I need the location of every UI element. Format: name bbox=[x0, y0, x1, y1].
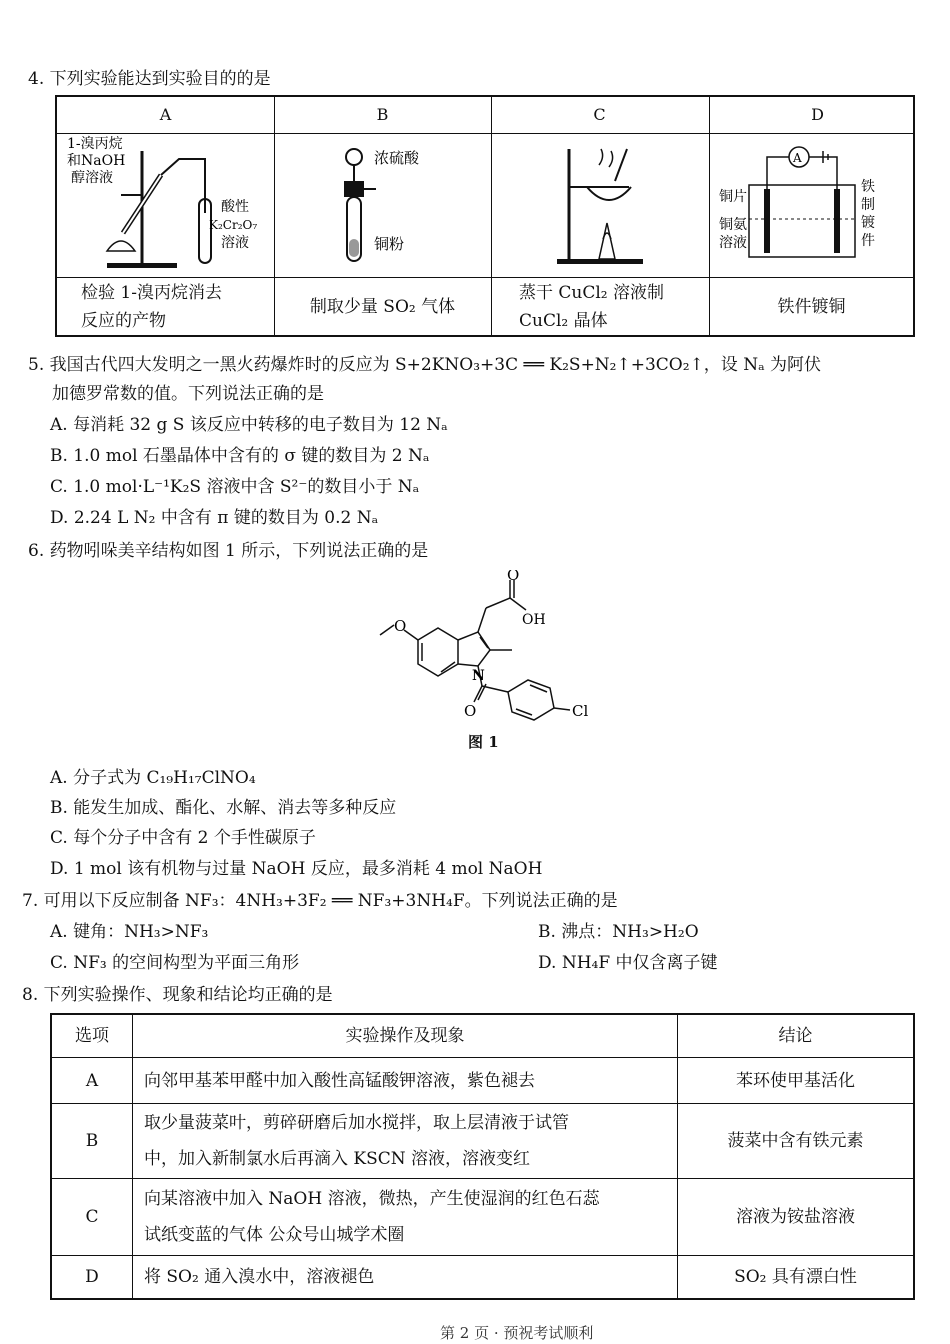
q7-option-b: B. 沸点：NH₃>H₂O bbox=[538, 922, 699, 942]
struct-label-oh: OH bbox=[522, 612, 546, 628]
q8-row-a-conclusion: 苯环使甲基活化 bbox=[736, 1070, 855, 1091]
q4-caption-c bbox=[519, 279, 664, 335]
q6-option-c: C. 每个分子中含有 2 个手性碳原子 bbox=[50, 828, 316, 848]
q8-row-b-option: B bbox=[85, 1131, 99, 1151]
q5-option-c: C. 1.0 mol·L⁻¹K₂S 溶液中含 S²⁻的数目小于 Nₐ bbox=[50, 477, 420, 497]
q8-row-a-option: A bbox=[85, 1070, 99, 1091]
apparatus-d-label-2: 铜氨 bbox=[719, 217, 747, 233]
q4-header-d: D bbox=[811, 105, 824, 124]
q5-option-d: D. 2.24 L N₂ 中含有 π 键的数目为 0.2 Nₐ bbox=[50, 508, 379, 528]
page-footer: 第 2 页 · 预祝考试顺利 bbox=[440, 1324, 594, 1342]
q4-stem: 4. 下列实验能达到实验目的的是 bbox=[28, 69, 271, 89]
q4-header-c: C bbox=[593, 105, 606, 124]
struct-label-n: N bbox=[472, 668, 485, 684]
q4-caption-c-line2: CuCl₂ 晶体 bbox=[519, 311, 608, 331]
struct-label-carbonyl-o: O bbox=[507, 570, 520, 584]
q5-option-b: B. 1.0 mol 石墨晶体中含有的 σ 键的数目为 2 Nₐ bbox=[50, 446, 430, 466]
apparatus-d-label-4: 铁 bbox=[861, 179, 875, 195]
apparatus-d-diagram bbox=[709, 135, 915, 275]
apparatus-d-label-1: 铜片 bbox=[719, 189, 747, 205]
q4-header-b: B bbox=[376, 105, 389, 124]
q8-row-d-conclusion: SO₂ 具有漂白性 bbox=[734, 1267, 857, 1287]
struct-label-methoxy-o: O bbox=[394, 617, 407, 635]
q8-row-c-operation bbox=[144, 1179, 674, 1255]
apparatus-b-label-1: 浓硫酸 bbox=[374, 149, 420, 167]
apparatus-a-label-3: 醇溶液 bbox=[71, 170, 113, 186]
q8-row-c-option: C bbox=[85, 1207, 99, 1227]
q6-option-d: D. 1 mol 该有机物与过量 NaOH 反应，最多消耗 4 mol NaOH bbox=[50, 859, 543, 879]
q8-table bbox=[50, 1013, 915, 1300]
q8-row-c-conclusion: 溶液为铵盐溶液 bbox=[736, 1207, 855, 1227]
q8-row-c-operation-line2: 试纸变蓝的气体 公众号山城学术圈 bbox=[144, 1225, 405, 1245]
q5-stem-line2: 加德罗常数的值。下列说法正确的是 bbox=[52, 384, 324, 404]
apparatus-a-diagram bbox=[57, 135, 273, 275]
struct-label-amide-o: O bbox=[464, 702, 477, 720]
apparatus-a-label-2: 和NaOH bbox=[67, 153, 126, 169]
q8-row-c-operation-line1: 向某溶液中加入 NaOH 溶液，微热，产生使湿润的红色石蕊 bbox=[144, 1189, 600, 1209]
q7-option-d: D. NH₄F 中仅含离子键 bbox=[538, 953, 718, 973]
q7-option-a: A. 键角：NH₃>NF₃ bbox=[50, 922, 209, 942]
q8-row-d-operation: 将 SO₂ 通入溴水中，溶液褪色 bbox=[144, 1267, 375, 1287]
apparatus-d-label-3: 溶液 bbox=[719, 235, 747, 251]
apparatus-a-label-6: 溶液 bbox=[221, 235, 249, 251]
q8-row-b-operation-line1: 取少量菠菜叶，剪碎研磨后加水搅拌，取上层清液于试管 bbox=[144, 1113, 569, 1133]
apparatus-a-label-4: 酸性 bbox=[221, 199, 249, 215]
q4-caption-a bbox=[81, 279, 222, 335]
q4-caption-a-line1: 检验 1-溴丙烷消去 bbox=[81, 283, 222, 303]
apparatus-b-diagram bbox=[274, 135, 490, 275]
struct-label-cl: Cl bbox=[572, 702, 589, 720]
q4-caption-c-line1: 蒸干 CuCl₂ 溶液制 bbox=[519, 283, 665, 303]
q8-header-conclusion: 结论 bbox=[778, 1026, 813, 1046]
indomethacin-structure bbox=[370, 570, 600, 730]
q5-option-a: A. 每消耗 32 g S 该反应中转移的电子数目为 12 Nₐ bbox=[50, 415, 448, 435]
apparatus-a-label-5: K₂Cr₂O₇ bbox=[209, 218, 258, 232]
q4-caption-b: 制取少量 SO₂ 气体 bbox=[309, 297, 456, 317]
q5-stem-line1: 5. 我国古代四大发明之一黑火药爆炸时的反应为 S+2KNO₃+3C ══ K₂S+N₂↑+3CO₂↑，设 Nₐ 为阿伏 bbox=[28, 355, 822, 375]
q4-caption-a-line2: 反应的产物 bbox=[81, 311, 166, 331]
apparatus-d-label-5: 制 bbox=[861, 197, 875, 213]
q6-stem: 6. 药物吲哚美辛结构如图 1 所示，下列说法正确的是 bbox=[28, 541, 429, 561]
apparatus-c-diagram bbox=[491, 135, 707, 275]
q8-header-option: 选项 bbox=[75, 1026, 109, 1046]
q8-row-d-option: D bbox=[85, 1267, 99, 1287]
q8-row-b-conclusion: 菠菜中含有铁元素 bbox=[727, 1131, 864, 1151]
q8-row-b-operation bbox=[144, 1104, 674, 1178]
figure-1-caption: 图 1 bbox=[468, 733, 499, 751]
q8-row-b-operation-line2: 中，加入新制氯水后再滴入 KSCN 溶液，溶液变红 bbox=[144, 1149, 531, 1169]
q6-option-a: A. 分子式为 C₁₉H₁₇ClNO₄ bbox=[50, 768, 256, 788]
q4-header-a: A bbox=[159, 105, 172, 124]
q8-stem: 8. 下列实验操作、现象和结论均正确的是 bbox=[22, 985, 333, 1005]
apparatus-d-label-7: 件 bbox=[861, 233, 875, 249]
ammeter-label: A bbox=[793, 151, 802, 165]
q7-option-c: C. NF₃ 的空间构型为平面三角形 bbox=[50, 953, 300, 973]
apparatus-d-label-6: 镀 bbox=[861, 215, 875, 231]
q4-caption-d: 铁件镀铜 bbox=[777, 297, 846, 317]
q8-row-a-operation: 向邻甲基苯甲醛中加入酸性高锰酸钾溶液，紫色褪去 bbox=[144, 1070, 535, 1091]
q4-table bbox=[55, 95, 915, 337]
apparatus-b-label-2: 铜粉 bbox=[374, 235, 405, 253]
q8-header-operation: 实验操作及现象 bbox=[345, 1026, 465, 1046]
apparatus-a-label-1: 1-溴丙烷 bbox=[67, 136, 123, 152]
q7-stem: 7. 可用以下反应制备 NF₃：4NH₃+3F₂ ══ NF₃+3NH₄F。下列说法正确的是 bbox=[22, 891, 618, 911]
q6-option-b: B. 能发生加成、酯化、水解、消去等多种反应 bbox=[50, 798, 397, 818]
